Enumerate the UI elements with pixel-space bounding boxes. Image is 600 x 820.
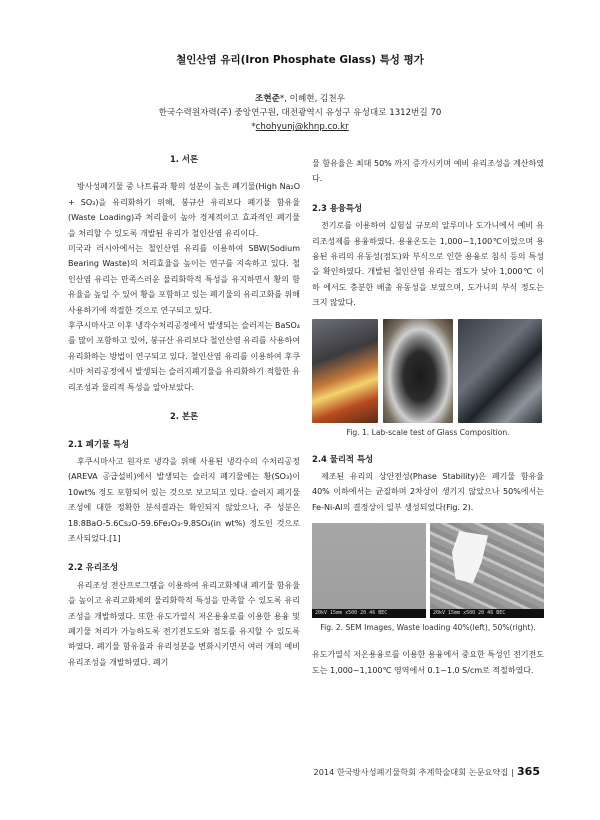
glass-sample-photo <box>458 319 542 423</box>
figure-1 <box>312 319 544 423</box>
crucible-photo <box>383 319 453 423</box>
email-mark: * <box>251 122 256 132</box>
sem-image-40-percent <box>312 523 426 618</box>
co-authors: , 이혜현, 김천우 <box>284 94 345 104</box>
figure-2-caption: Fig. 2. SEM Images, Waste loading 40%(left), 50%(right). <box>320 623 536 633</box>
author-block <box>0 92 600 134</box>
molten-glass-pour-photo <box>312 319 378 423</box>
section-2-3-heading: 2.3 용융특성 <box>312 202 363 213</box>
section-2-1-heading: 2.1 폐기물 특성 <box>68 438 130 449</box>
page-footer: 2014 한국방사성폐기물학회 추계학술대회 논문요약집 | 365 <box>313 765 540 778</box>
sem-image-50-percent <box>430 523 544 618</box>
intro-paragraph-3: 후쿠시마사고 이후 냉각수처리공정에서 발생되는 슬러지는 BaSO₄를 많이 포함하고 있어, 붕규산 유리보다 철인산염 유리를 사용하여 유리화하는 방법이 연구되고 있다. 철인산염 유리를 이용하여 후쿠시마 처리공정에서 발생되는 슬러지폐기물을 유리화하기 적합한 유리조성과 물리적 특성을 알아보았다. <box>68 321 300 392</box>
intro-paragraph-2: 미국과 러시아에서는 철인산염 유리를 이용하여 SBW(Sodium Bearing Waste)의 처리효율을 높이는 연구를 지속하고 있다. 철인산염 유리는 만족스러운 물리화학적 특성을 유지하면서 황의 함유율을 높일 수 있어 황을 포함하고 있는 폐기물의 유리고화를 위해 사용하기에 적절한 것으로 연구되고 있다. <box>68 244 300 315</box>
sem-scale-bar-left: 20kV 15mm x500 20 46 BEC <box>312 609 426 618</box>
section-2-2-heading: 2.2 유리조성 <box>68 562 119 573</box>
email-link[interactable]: chohyunj@khnp.co.kr <box>255 122 349 132</box>
section-2-2-text: 유리조성 전산프로그램을 이용하여 유리고화체내 폐기물 함유율을 높이고 유리고화체의 물리화학적 특성을 만족할 수 있도록 유리조성을 개발하였다. 또한 유도가열식 저온용융로를 이용한 용융 및 폐기물 처리가 가능하도록 전기전도도와 점도를 유지할 수 있도록 하였다. 폐기물 함유율과 유리성분을 변화시키면서 여러 개의 예비 유리조성을 개발하였다. 폐기 <box>68 580 300 667</box>
email-line <box>0 120 600 134</box>
affiliation: 한국수력원자력(주) 중앙연구원, 대전광역시 유성구 유성대로 1312번길 70 <box>158 108 442 118</box>
right-column <box>312 156 544 678</box>
intro-heading: 1. 서론 <box>169 154 199 164</box>
section-2-2-continued: 물 함유율은 최대 50% 까지 증가시키며 예비 유리조성을 계산하였다. <box>312 159 544 184</box>
page-number: 365 <box>517 765 540 778</box>
figure-1-caption: Fig. 1. Lab-scale test of Glass Composition. <box>346 427 510 437</box>
section-2-1-text: 후쿠시마사고 원자로 냉각을 위해 사용된 냉각수의 수처리공정(AREVA 공급설비)에서 발생되는 슬러지 폐기물에는 황(SO₃)이 10wt% 정도 포함되어 있는 것으로 보고되고 있다. 슬러지 폐기물 조성에 대한 정확한 분석결과는 확인되지 않았으나, 주 성분은 18.8BaO-5.6Cs₂O-59.6Fe₂O₃-9.8SO₃(in wt%) 정도인 것으로 조사되었다.[1] <box>68 456 300 543</box>
intro-paragraph-1: 방사성폐기물 중 나트륨과 황의 성분이 높은 폐기물(High Na₂O + SO₃)을 유리화하기 위해, 붕규산 유리보다 폐기물 함유율(Waste Loading)과 처리율이 높아 경제적이고 효과적인 폐기물을 처리할 수 있도록 개발된 유리가 철인산염 유리이다. <box>68 182 300 238</box>
paper-title: 철인산염 유리(Iron Phosphate Glass) 특성 평가 <box>176 54 424 66</box>
left-column <box>68 152 300 670</box>
section-2-4-text: 제조된 유리의 상안전성(Phase Stability)은 폐기물 함유율 40% 이하에서는 균질하며 2차상이 생기지 않았으나 50%에서는 Fe-Ni-Al의 결정상이 일부 생성되었다(Fig. 2). <box>312 472 544 512</box>
section-2-4-heading: 2.4 물리적 특성 <box>312 453 374 464</box>
body-heading: 2. 본론 <box>169 411 199 422</box>
figure-2 <box>312 523 544 618</box>
section-2-3-text: 전기로를 이용하여 실험실 규모의 알루미나 도가니에서 예비 유리조성제를 용융하였다. 용융온도는 1,000~1,100℃이었으며 용융된 유리의 유동성(점도)와 부식으로 인한 용융로 침식 등의 특성을 확인하였다. 개발된 철인산염 유리는 점도가 낮아 1,000℃ 이하 에서도 충분한 배출 유동성을 보였으며, 도가니의 부식 정도는 크지 않았다. <box>312 221 544 308</box>
crystal-phase-region <box>452 531 488 583</box>
sem-scale-bar-right: 20kV 15mm x500 20 46 BEC <box>430 609 544 618</box>
lead-author-mark: * <box>279 94 285 104</box>
section-2-4-text-2: 유도가열식 저온용융로를 이용한 용융에서 중요한 특성인 전기전도도는 1,000~1,100℃ 영역에서 0.1~1.0 S/cm로 적절하였다. <box>312 650 544 675</box>
author-line <box>0 92 600 106</box>
lead-author: 조현준 <box>255 94 280 104</box>
footer-text: 2014 한국방사성폐기물학회 추계학술대회 논문요약집 <box>313 767 509 777</box>
